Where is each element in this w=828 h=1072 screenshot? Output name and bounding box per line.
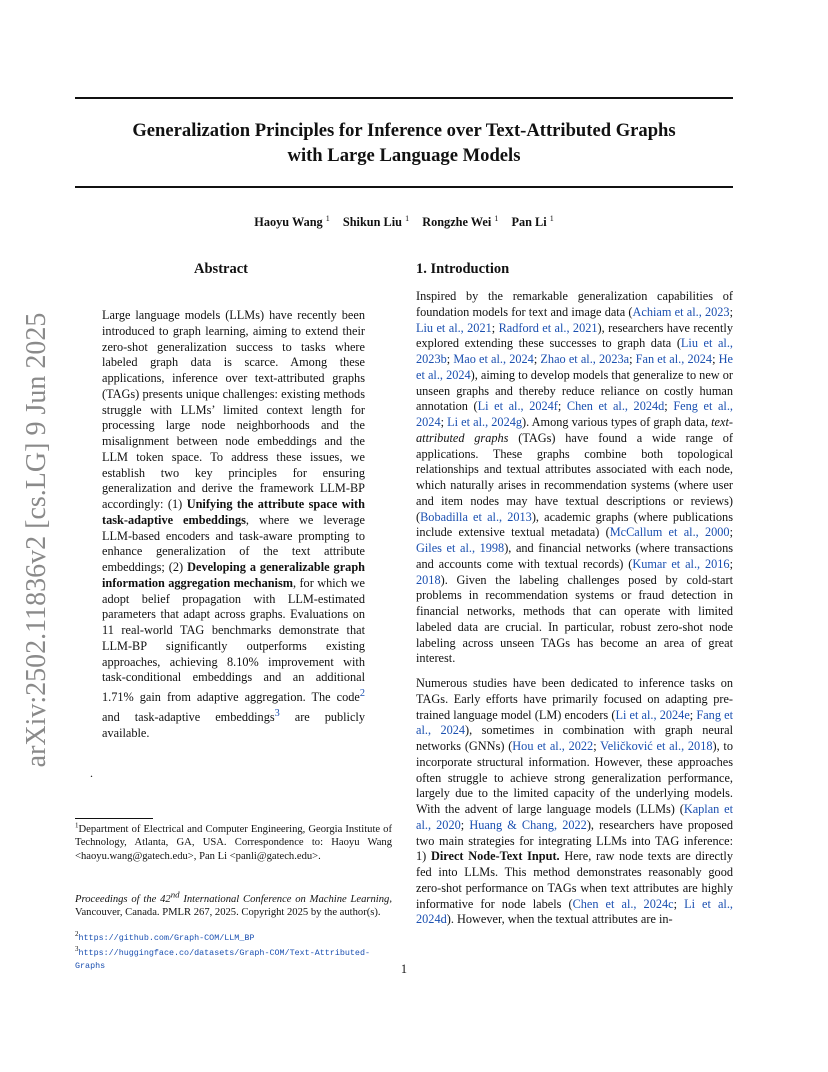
citation-link[interactable]: Chen et al., 2024d (566, 399, 665, 414)
principle-1: Unifying the attribute space with task-adaptive embeddings (102, 497, 365, 527)
text-run: ; (689, 707, 697, 722)
text-run: ). However, when the textual attributes are in- (446, 912, 673, 927)
citation-link[interactable]: Kaplan et al., 2020 (416, 802, 733, 832)
citation-link[interactable]: Giles et al., 1998 (416, 541, 505, 555)
text-run: Inspired by the remarkable generalization capabilities of foundation models for text and image data ( (416, 289, 733, 319)
title-line-1: Generalization Principles for Inference over Text-Attributed Graphs (132, 120, 676, 141)
text-run: ; (440, 415, 448, 429)
author-affiliation-mark: 1 (549, 213, 554, 223)
footnote-code-url: $^2$https://github.com/Graph-COM/LLM_BP (75, 929, 255, 943)
dataset-link[interactable]: https://huggingface.co/datasets/Graph-COM/Text-Attributed-Graphs (75, 948, 370, 971)
citation-link[interactable]: Feng et al., 2024 (416, 399, 733, 429)
citation-link[interactable]: Liu et al., 2023b (416, 336, 734, 366)
text-run: ; (664, 399, 674, 414)
citation-link[interactable]: Bobadilla et al., 2013 (420, 509, 532, 524)
abstract-body: Large language models (LLMs) have recently been introduced to graph learning, aiming to extend their zero-shot generalization success to tasks where labeled graph data is scarce. Among these applications, inference over text-attributed graphs (TAGs) presents unique challenges: existing methods struggle with LLMs’ limited context length for processing large node neighborhoods and the misalignment between node embeddings and the LLM token space. To address these issues, we establish two key principles for ensuring generalization and derive the framework LLM-BP accordingly: (1) Unifying the attribute space with task-adaptive embeddings, where we leverage LLM-based encoders and task-aware prompting to enhance generalization of the text attribute embeddings; (2) Developing a generalizable graph information aggregation mechanism, for which we adopt belief propagation with LLM-estimated parameters that adapt across graphs. Evaluations on 11 real-world TAG benchmarks demonstrate that LLM-BP significantly outperforms existing approaches, achieving 8.10% improvement with task-conditional embeddings and an additional 1.71% gain from adaptive aggregation. The code$^2$ and task-adaptive embeddings$^3$ are publicly available. (102, 308, 365, 740)
text-run: ), researchers have recently explored extending these successes to graph data ( (416, 320, 733, 351)
stray-dot: . (90, 766, 93, 780)
text-run: ). Given the labeling challenges posed by cold-start problems in recommendation systems or fraud detection in financial networks, methods that can operate with limited labeled data are crucial. In particular, robust zero-shot node labeling across unseen TAGs has become an area of great interest. (416, 572, 733, 666)
title-top-rule (75, 97, 733, 99)
arxiv-side-label (10, 310, 64, 770)
arxiv-identifier: arXiv:2502.11836v2 [cs.LG] 9 Jun 2025 (21, 312, 52, 768)
title-line-2: with Large Language Models (287, 145, 521, 166)
text-run: ; (729, 525, 733, 540)
text-run: ; (629, 352, 636, 366)
author-affiliation-mark: 1 (405, 213, 410, 223)
text-run: ), aiming to develop models that generalize to new or unseen graphs and thereby reduce reliance on costly human annotation ( (416, 367, 734, 414)
footnote-ref-3[interactable]: 3 (274, 707, 280, 719)
inline-bold: Direct Node-Text Input. (430, 849, 560, 864)
citation-link[interactable]: He et al., 2024 (416, 352, 733, 382)
code-link[interactable]: https://github.com/Graph-COM/LLM_BP (78, 933, 255, 943)
introduction-body (416, 289, 733, 928)
citation-link[interactable]: 2018 (416, 572, 441, 587)
text-run: ), and financial networks (where transactions and accounts come with textual records) ( (416, 541, 734, 571)
text-run: ; (729, 304, 733, 319)
citation-link[interactable]: Veličković et al., 2018 (600, 739, 713, 753)
author: Haoyu Wang $^1$ (254, 213, 330, 229)
citation-link[interactable]: Li et al., 2024g (447, 415, 523, 429)
text-run: ; (557, 399, 567, 414)
text-run: ; (673, 896, 685, 911)
citation-link[interactable]: Achiam et al., 2023 (632, 304, 730, 319)
paper-title (75, 118, 733, 168)
citation-link[interactable]: Kumar et al., 2016 (632, 556, 730, 571)
citation-link[interactable]: Li et al., 2024e (615, 707, 690, 722)
title-bottom-rule (75, 186, 733, 188)
abstract-heading: Abstract (194, 261, 248, 277)
author-affiliation-mark: 1 (494, 213, 499, 223)
text-run: ), to incorporate structural information. However, these approaches often struggle to achieve strong generalization performance, largely due to the limited capacity of the underlying models. With the advent of large language models (LLMs) ( (416, 739, 733, 816)
page-number: 1 (400, 962, 408, 976)
citation-link[interactable]: Hou et al., 2022 (512, 739, 594, 753)
text-run: (TAGs) have found a wide range of applications. These graphs combine both topological relationships and textual attributes associated with each node, which naturally arises in recommendation systems (where user and item nodes may have textual descriptions or reviews) ( (416, 430, 733, 524)
author: Shikun Liu $^1$ (342, 213, 410, 229)
citation-link[interactable]: Liu et al., 2021 (416, 320, 492, 335)
intro-paragraph-1 (416, 289, 733, 667)
text-run: ), researchers have proposed two main strategies for integrating LLMs into TAG inference: 1) (416, 817, 733, 864)
footnote-data-url: $^3$https://huggingface.co/datasets/Graph-COM/Text-Attributed-Graphs (75, 944, 370, 971)
text-run: ), academic graphs (where publications include extensive textual metadata) ( (416, 509, 733, 540)
text-run: ), sometimes in combination with graph neural networks (GNNs) ( (416, 723, 733, 753)
text-run: ; (729, 556, 733, 571)
citation-link[interactable]: Li et al., 2024f (477, 399, 558, 414)
inline-italic: text-attributed graphs (416, 415, 733, 445)
citation-link[interactable]: McCallum et al., 2000 (609, 525, 730, 540)
text-run: Here, raw node texts are directly fed into LLMs. This method demonstrates reasonably good zero-shot performance on TAGs when text attributes are highly informative for node labels ( (416, 849, 733, 911)
text-run: ; (533, 352, 541, 366)
text-run: ; (712, 352, 719, 366)
text-run: ; (593, 739, 601, 753)
text-run: Numerous studies have been dedicated to inference tasks on TAGs. Early efforts have primarily focused on adapting pre-trained language model (LM) encoders ( (416, 676, 733, 722)
author-affiliation-mark: 1 (325, 213, 330, 223)
footnote-ref-2[interactable]: 2 (359, 688, 365, 699)
citation-link[interactable]: Radford et al., 2021 (498, 320, 598, 335)
text-run: ; (491, 320, 499, 335)
author: Pan Li $^1$ (511, 213, 554, 229)
author-list (75, 215, 733, 230)
citation-link[interactable]: Fan et al., 2024 (635, 352, 713, 366)
citation-link[interactable]: Chen et al., 2024c (572, 896, 674, 911)
author: Rongzhe Wei $^1$ (422, 213, 499, 229)
footnote-rule (75, 818, 153, 819)
citation-link[interactable]: Zhao et al., 2023a (540, 352, 630, 366)
proceedings-note: Proceedings of the 42nd International Conference on Machine Learning, Vancouver, Canada. PMLR 267, 2025. Copyright 2025 by the author(s). (75, 889, 392, 918)
citation-link[interactable]: Fang et al., 2024 (416, 707, 733, 738)
text-run: ; (446, 352, 454, 366)
introduction-heading: 1. Introduction (416, 261, 510, 277)
intro-paragraph-2 (416, 676, 733, 928)
citation-link[interactable]: Mao et al., 2024 (453, 352, 534, 366)
footnote-affiliation: $^1$Department of Electrical and Computer Engineering, Georgia Institute of Technology, Atlanta, GA, USA. Correspondence to: Haoyu Wang <haoyu.wang@gatech.edu>, Pan Li <panli@gatech.edu>. (75, 821, 392, 862)
text-run: ). Among various types of graph data, (522, 415, 712, 429)
citation-link[interactable]: Li et al., 2024d (416, 896, 733, 927)
citation-link[interactable]: Huang & Chang, 2022 (469, 817, 587, 832)
principle-2: Developing a generalizable graph information aggregation mechanism (102, 560, 365, 590)
text-run: ; (460, 817, 470, 832)
